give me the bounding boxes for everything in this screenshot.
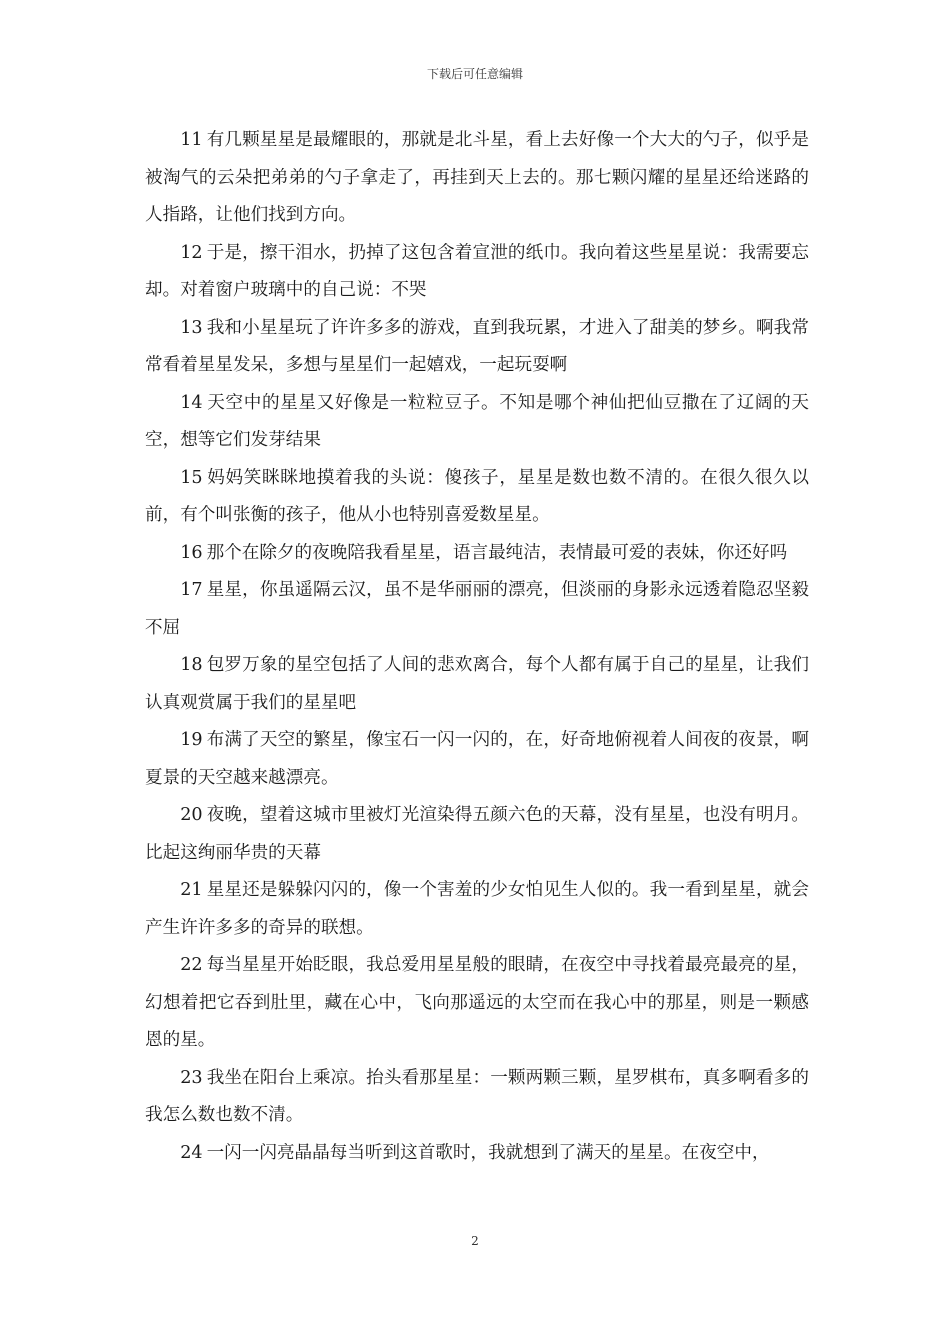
document-body	[145, 122, 809, 1172]
paragraph-number: 18	[180, 655, 203, 675]
page-number: 2	[471, 1234, 479, 1248]
paragraph-21	[145, 872, 809, 947]
paragraph-number: 13	[180, 317, 203, 338]
paragraph-text: 包罗万象的星空包括了人间的悲欢离合，每个人都有属于自己的星星，让我们认真观赏属于我们的星星吧	[145, 655, 809, 713]
paragraph-text: 夜晚，望着这城市里被灯光渲染得五颜六色的天幕，没有星星，也没有明月。比起这绚丽华贵的天幕	[145, 805, 809, 863]
paragraph-22	[145, 947, 809, 1060]
paragraph-11	[145, 122, 809, 235]
paragraph-text: 布满了天空的繁星，像宝石一闪一闪的，在，好奇地俯视着人间夜的夜景，啊夏景的天空越来越漂亮。	[145, 730, 809, 788]
paragraph-number: 21	[180, 880, 203, 900]
paragraph-number: 14	[180, 392, 203, 413]
paragraph-text: 星星，你虽遥隔云汉，虽不是华丽丽的漂亮，但淡丽的身影永远透着隐忍坚毅不屈	[145, 580, 809, 638]
paragraph-text: 有几颗星星是最耀眼的，那就是北斗星，看上去好像一个大大的勺子，似乎是被淘气的云朵把弟弟的勺子拿走了，再挂到天上去的。那七颗闪耀的星星还给迷路的人指路，让他们找到方向。	[145, 130, 809, 225]
page-header: 下载后可任意编辑	[426, 67, 523, 81]
paragraph-19	[145, 722, 809, 797]
paragraph-17	[145, 572, 809, 647]
paragraph-20	[145, 797, 809, 872]
paragraph-text: 妈妈笑眯眯地摸着我的头说：傻孩子，星星是数也数不清的。在很久很久以前，有个叫张衡的孩子，他从小也特别喜爱数星星。	[145, 467, 809, 525]
paragraph-number: 19	[180, 730, 203, 750]
paragraph-text: 我和小星星玩了许许多多的游戏，直到我玩累，才进入了甜美的梦乡。啊我常常看着星星发呆，多想与星星们一起嬉戏，一起玩耍啊	[145, 317, 809, 375]
paragraph-number: 24	[180, 1142, 203, 1163]
paragraph-15	[145, 460, 809, 535]
paragraph-23	[145, 1060, 809, 1135]
paragraph-number: 16	[180, 542, 203, 563]
paragraph-text: 星星还是躲躲闪闪的，像一个害羞的少女怕见生人似的。我一看到星星，就会产生许许多多的奇异的联想。	[145, 880, 809, 938]
paragraph-text: 每当星星开始眨眼，我总爱用星星般的眼睛，在夜空中寻找着最亮最亮的星，幻想着把它吞到肚里，藏在心中，飞向那遥远的太空而在我心中的那星，则是一颗感恩的星。	[145, 955, 809, 1050]
paragraph-text: 一闪一闪亮晶晶每当听到这首歌时，我就想到了满天的星星。在夜空中，	[206, 1142, 770, 1163]
paragraph-14	[145, 385, 809, 460]
paragraph-number: 15	[180, 467, 203, 488]
paragraph-13	[145, 310, 809, 385]
paragraph-text: 那个在除夕的夜晚陪我看星星，语言最纯洁，表情最可爱的表妹，你还好吗	[206, 542, 788, 563]
paragraph-number: 22	[180, 955, 203, 975]
paragraph-number: 12	[180, 242, 203, 263]
paragraph-text: 于是，擦干泪水，扔掉了这包含着宣泄的纸巾。我向着这些星星说：我需要忘却。对着窗户玻璃中的自己说：不哭	[145, 242, 809, 300]
paragraph-text: 我坐在阳台上乘凉。抬头看那星星：一颗两颗三颗，星罗棋布，真多啊看多的我怎么数也数不清。	[145, 1067, 809, 1125]
paragraph-number: 17	[180, 580, 203, 600]
paragraph-number: 11	[180, 130, 203, 150]
paragraph-24	[145, 1135, 809, 1173]
paragraph-18	[145, 647, 809, 722]
paragraph-number: 23	[180, 1067, 203, 1088]
paragraph-16	[145, 535, 809, 573]
paragraph-text: 天空中的星星又好像是一粒粒豆子。不知是哪个神仙把仙豆撒在了辽阔的天空，想等它们发芽结果	[145, 392, 809, 450]
paragraph-number: 20	[180, 805, 203, 825]
paragraph-12	[145, 235, 809, 310]
